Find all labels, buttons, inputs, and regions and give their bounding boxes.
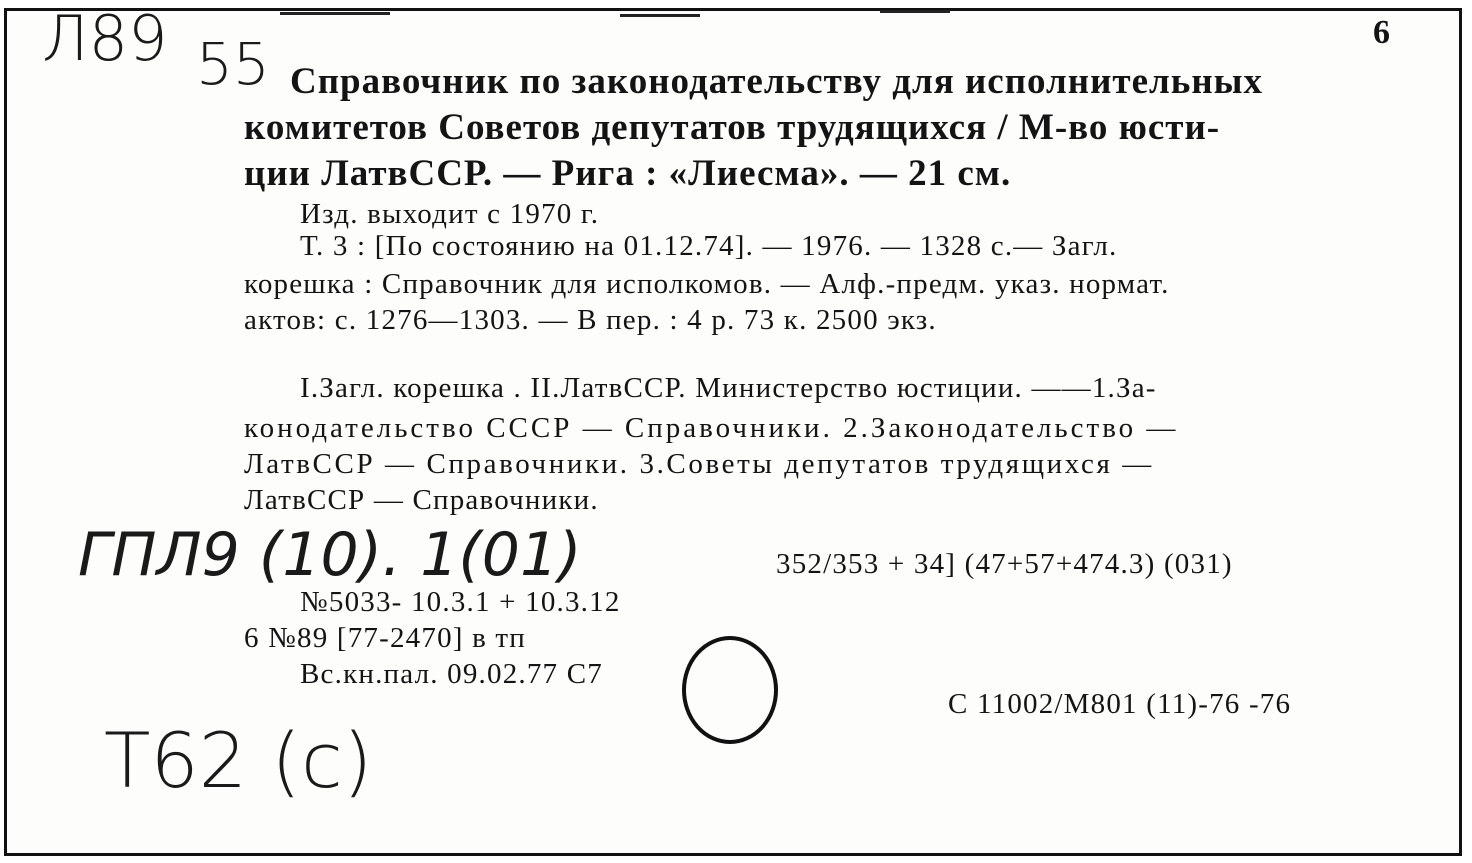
card-number: 6 — [1373, 14, 1391, 51]
classification-index: 352/353 + 34] (47+57+474.3) (031) — [776, 548, 1233, 580]
order-line: 6 №89 [77-2470] в тп — [244, 622, 527, 654]
top-rule-mark — [280, 12, 390, 15]
volume-line-3: актов: с. 1276—1303. — В пер. : 4 р. 73 к. 2500 экз. — [244, 304, 937, 336]
volume-line-1: Т. 3 : [По состоянию на 01.12.74]. — 1976. — 1328 с.— Загл. — [300, 230, 1118, 262]
stamp-circle — [676, 636, 788, 748]
handwritten-shelf-mark-sub: 55 — [196, 30, 270, 98]
top-rule-mark — [880, 10, 950, 13]
catalog-code: С 11002/М801 (11)-76 -76 — [948, 688, 1292, 720]
card-number-line: №5033- 10.3.1 + 10.3.12 — [300, 586, 621, 618]
title-line-2: комитетов Советов депутатов трудящихся / М-во юсти- — [244, 107, 1221, 148]
book-chamber-line: Вс.кн.пал. 09.02.77 С7 — [300, 658, 603, 690]
publication-note: Изд. выходит с 1970 г. — [300, 198, 600, 230]
handwritten-shelf-mark: Л89 — [42, 2, 168, 75]
title-line-3: ции ЛатвССР. — Рига : «Лиесма». — 21 см. — [244, 153, 1012, 194]
subject-line-1: I.Загл. корешка . II.ЛатвССР. Министерство юстиции. ——1.За- — [300, 372, 1157, 404]
handwritten-index-mark: ГПЛ9 (10). 1(01) — [78, 520, 582, 590]
subject-line-2: конодательство СССР — Справочники. 2.Законодательство — — [244, 412, 1179, 444]
title-line-1: Справочник по законодательству для исполнительных — [290, 61, 1264, 102]
subject-line-3: ЛатвССР — Справочники. 3.Советы депутатов трудящихся — — [244, 448, 1154, 480]
handwritten-code-mark: Т62 (с) — [104, 716, 373, 805]
top-rule-mark — [620, 14, 700, 17]
volume-line-2: корешка : Справочник для исполкомов. — Алф.-предм. указ. нормат. — [244, 268, 1170, 300]
subject-line-4: ЛатвССР — Справочники. — [244, 484, 599, 516]
